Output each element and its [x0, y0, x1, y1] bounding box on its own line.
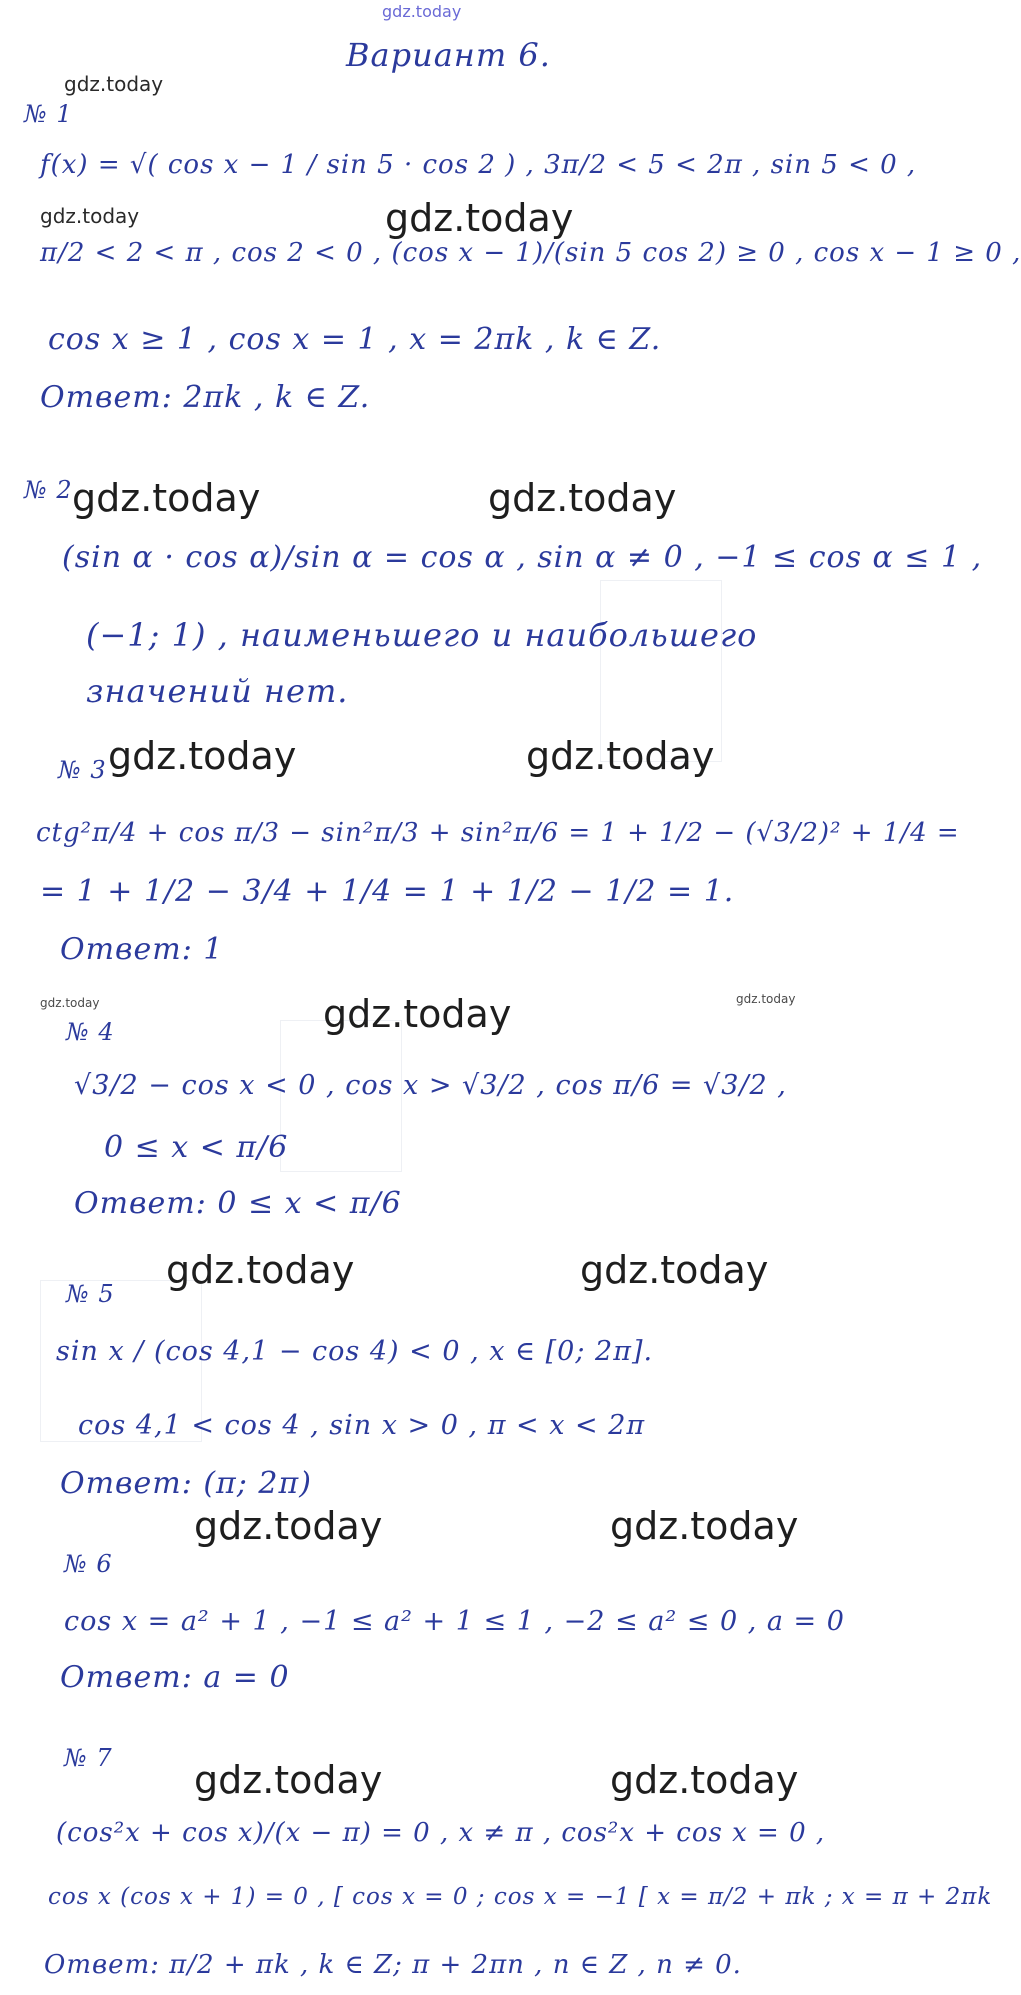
variant-title: Вариант 6.: [346, 36, 551, 74]
problem-line: ctg²π/4 + cos π/3 − sin²π/3 + sin²π/6 = 1 + 1/2 − (√3/2)² + 1/4 =: [36, 818, 960, 848]
answer-line: Ответ: 1: [60, 932, 224, 967]
watermark: gdz.today: [166, 1248, 355, 1292]
watermark: gdz.today: [40, 204, 140, 228]
problem-line: (cos²x + cos x)/(x − π) = 0 , x ≠ π , cos²x + cos x = 0 ,: [56, 1818, 826, 1848]
answer-line: Ответ: 2πk , k ∈ Z.: [40, 380, 371, 415]
problem-line: значений нет.: [86, 672, 349, 710]
watermark: gdz.today: [736, 992, 796, 1006]
watermark: gdz.today: [610, 1504, 799, 1548]
problem-line: cos x = a² + 1 , −1 ≤ a² + 1 ≤ 1 , −2 ≤ a² ≤ 0 , a = 0: [64, 1606, 845, 1637]
watermark: gdz.today: [323, 992, 512, 1036]
watermark: gdz.today: [108, 734, 297, 778]
problem-line: cos x ≥ 1 , cos x = 1 , x = 2πk , k ∈ Z.: [48, 322, 662, 357]
answer-line: Ответ: (π; 2π): [60, 1466, 312, 1501]
problem-line: π/2 < 2 < π , cos 2 < 0 , (cos x − 1)/(sin 5 cos 2) ≥ 0 , cos x − 1 ≥ 0 ,: [40, 238, 1021, 268]
watermark: gdz.today: [40, 996, 100, 1010]
watermark: gdz.today: [580, 1248, 769, 1292]
watermark: gdz.today: [526, 734, 715, 778]
problem-line: f(x) = √( cos x − 1 / sin 5 · cos 2 ) , 3π/2 < 5 < 2π , sin 5 < 0 ,: [40, 150, 917, 180]
watermark: gdz.today: [64, 72, 164, 96]
problem-number: № 6: [64, 1550, 113, 1578]
problem-number: № 4: [66, 1018, 115, 1046]
site-mark: gdz.today: [382, 2, 462, 21]
watermark: gdz.today: [488, 476, 677, 520]
problem-line: cos x (cos x + 1) = 0 , [ cos x = 0 ; cos x = −1 [ x = π/2 + πk ; x = π + 2πk: [48, 1884, 993, 1910]
problem-line: √3/2 − cos x < 0 , cos x > √3/2 , cos π/6 = √3/2 ,: [74, 1070, 787, 1101]
problem-line: (sin α · cos α)/sin α = cos α , sin α ≠ 0 , −1 ≤ cos α ≤ 1 ,: [62, 540, 983, 575]
watermark: gdz.today: [385, 196, 574, 240]
answer-line: Ответ: π/2 + πk , k ∈ Z; π + 2πn , n ∈ Z , n ≠ 0.: [44, 1950, 742, 1980]
answer-line: Ответ: 0 ≤ x < π/6: [74, 1186, 402, 1221]
problem-line: sin x / (cos 4,1 − cos 4) < 0 , x ∈ [0; 2π].: [56, 1336, 654, 1367]
watermark: gdz.today: [194, 1504, 383, 1548]
problem-number: № 5: [66, 1280, 115, 1308]
problem-line: 0 ≤ x < π/6: [104, 1130, 289, 1165]
problem-number: № 2: [24, 476, 73, 504]
problem-line: cos 4,1 < cos 4 , sin x > 0 , π < x < 2π: [78, 1410, 646, 1441]
answer-line: Ответ: a = 0: [60, 1660, 290, 1695]
problem-line: = 1 + 1/2 − 3/4 + 1/4 = 1 + 1/2 − 1/2 = 1.: [40, 874, 735, 909]
watermark: gdz.today: [610, 1758, 799, 1802]
problem-number: № 7: [64, 1744, 113, 1772]
watermark: gdz.today: [194, 1758, 383, 1802]
problem-line: (−1; 1) , наименьшего и наибольшего: [86, 616, 758, 654]
problem-number: № 3: [58, 756, 107, 784]
problem-number: № 1: [24, 100, 73, 128]
watermark: gdz.today: [72, 476, 261, 520]
